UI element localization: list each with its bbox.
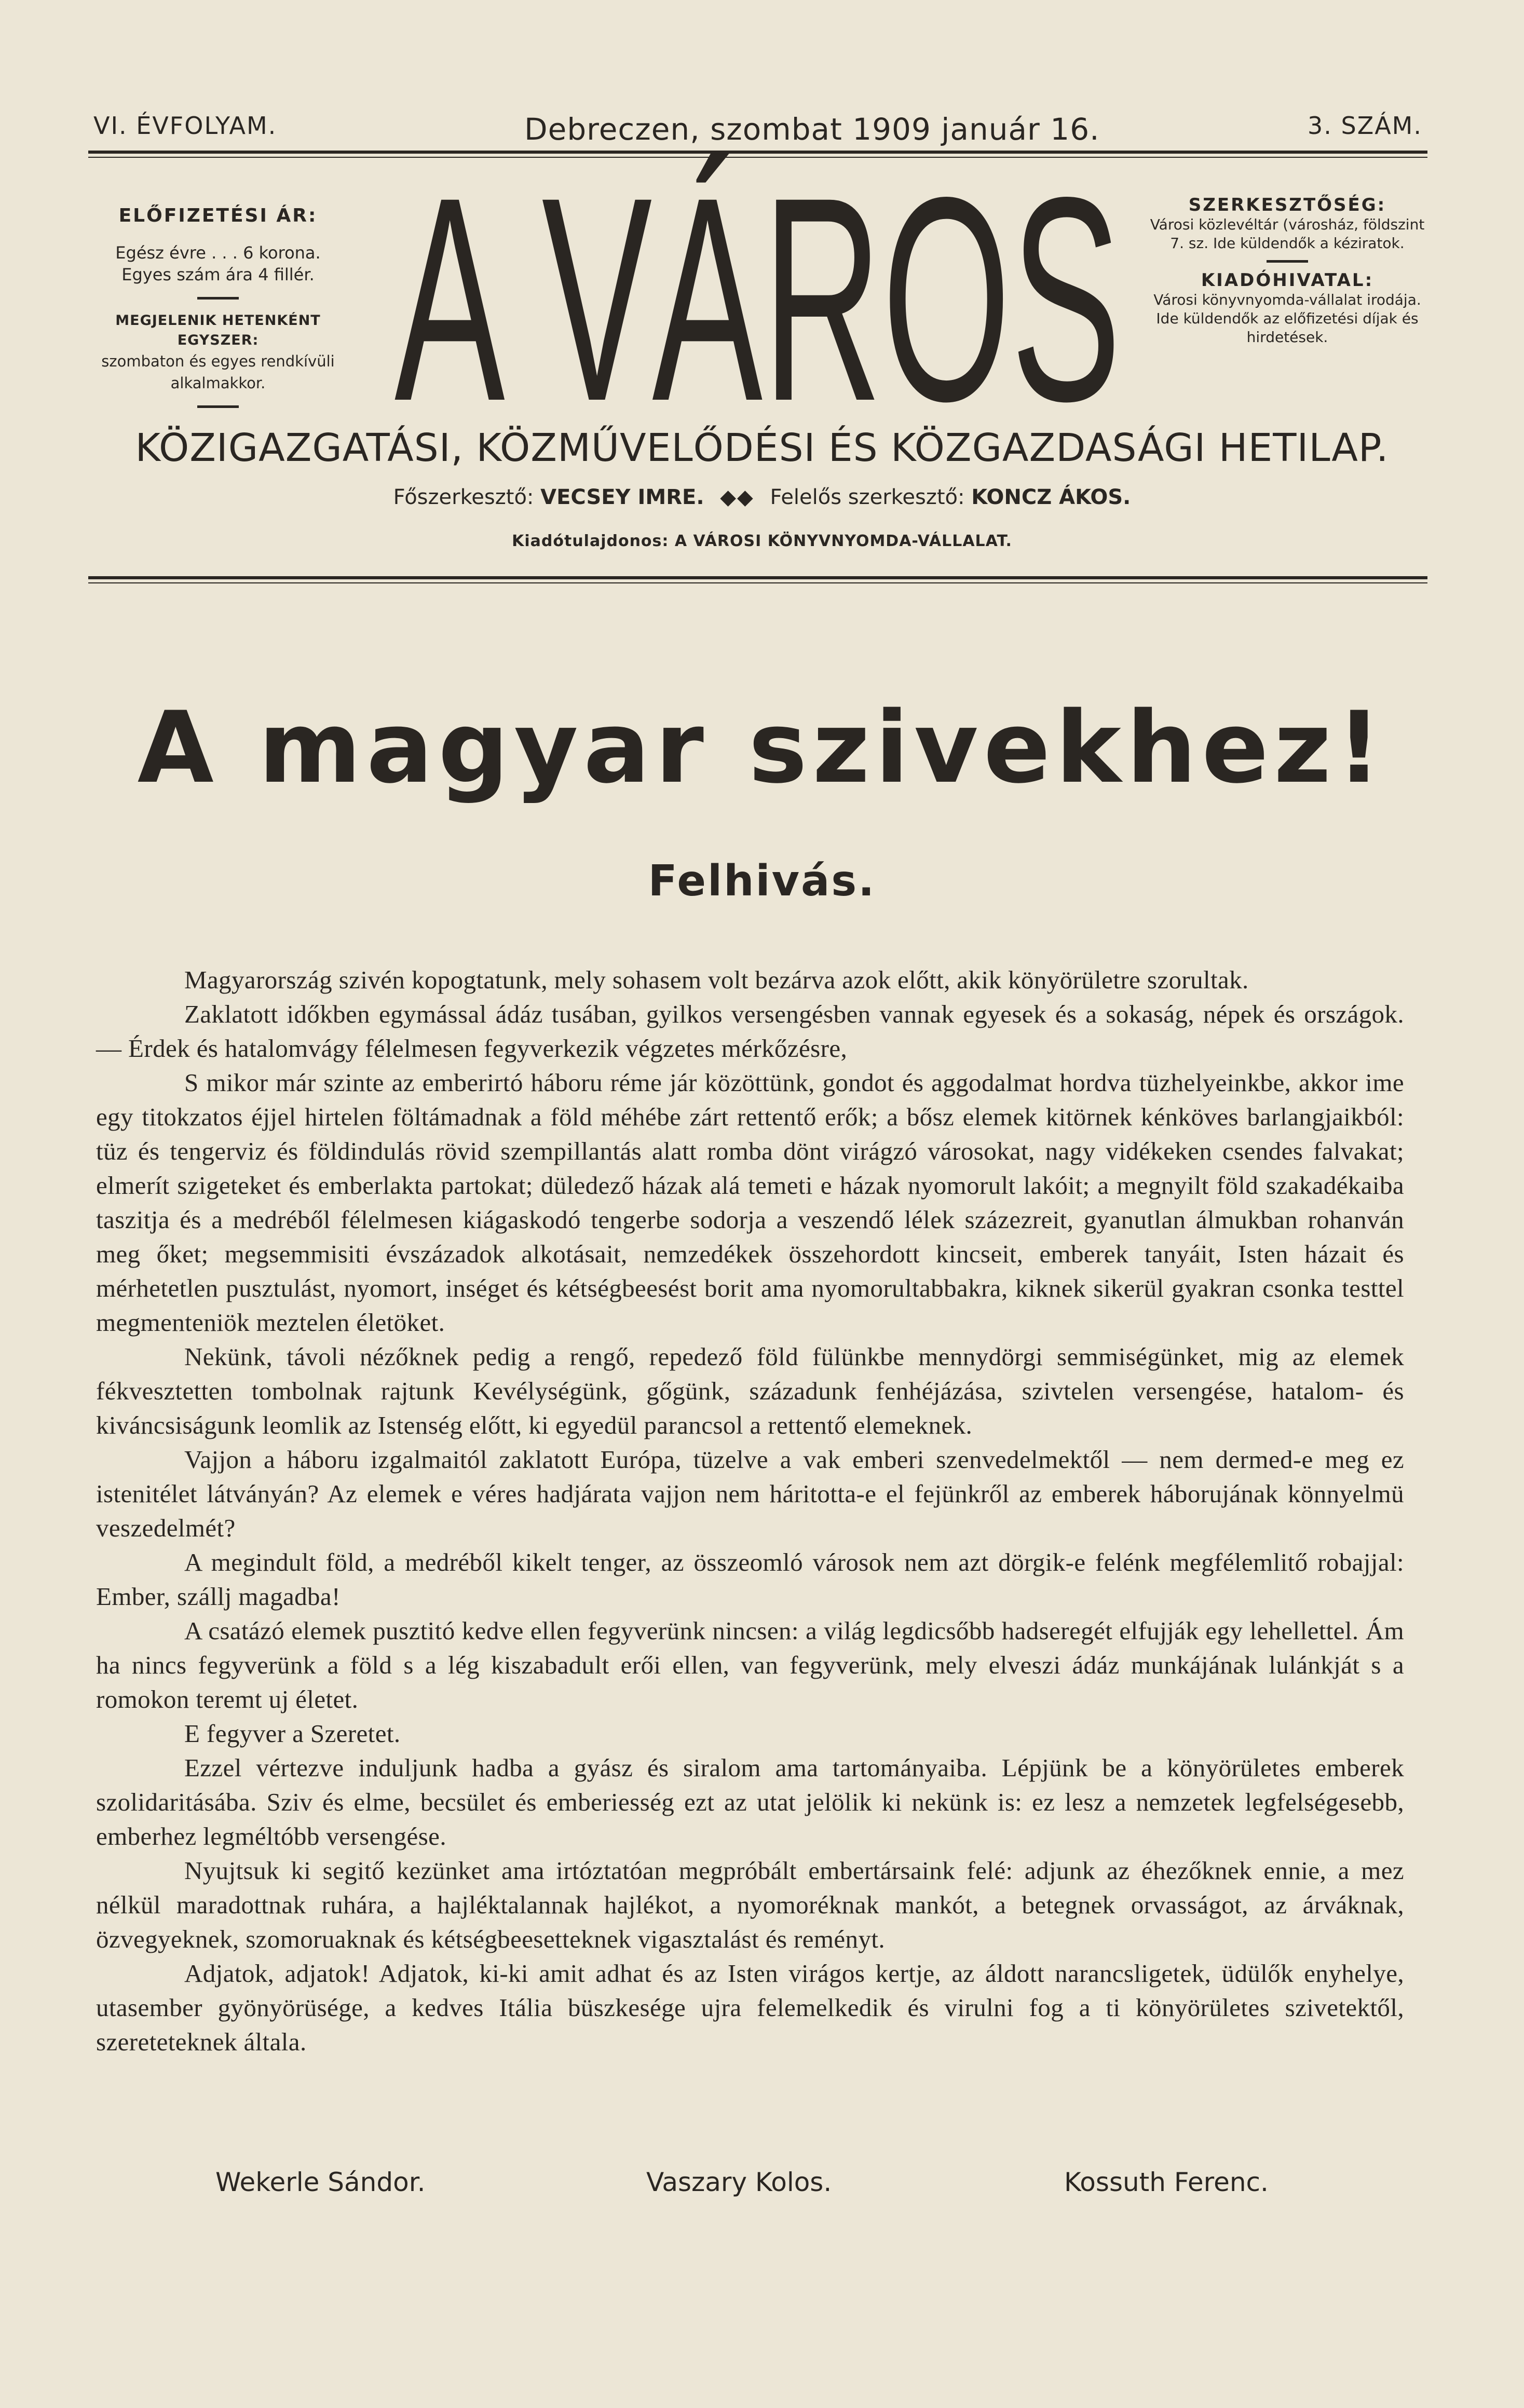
office-box <box>1142 195 1433 347</box>
paper-subtitle: KÖZIGAZGATÁSI, KÖZMŰVELŐDÉSI ÉS KÖZGAZDASÁGI HETILAP. <box>135 426 1389 470</box>
issue-header <box>93 112 1422 148</box>
subscription-box <box>78 205 358 419</box>
paragraph: S mikor már szinte az emberirtó háboru réme jár közöttünk, gondot és aggodalmat hordva tüzhelyeinkbe, akkor ime egy titokzatos éjjel hirtelen föltámadnak a föld méhébe zárt rettentő erők; a bősz elemek kitörnek kénköves barlangjaikból: tüz és tengerviz és földindulás rövid szempillantás alatt romba dönt virágzó városokat, nagy vidékeken csendes falvakat; elmerít szigeteket és emberlakta partokat; düledező házak alá temeti e házak nyomorult lakóit; a megnyilt föld szakadékaiba taszitja és a medréből félelmesen kiágaskodó tengerbe sodorja a veszendő lélek százezreit, gyanutlan álmukban rohanván meg őket; megsemmisiti évszázadok alkotásait, nemzedékek összehordott kincseit, emberek tanyáit, Isten házait és mérhetetlen pusztulást, nyomort, inséget és kétségbeesést borit ama nyomorultabbakra, kiknek sikerül gyakran csonka testtel megmenteniök meztelen életöket. <box>96 1068 1404 1337</box>
publisher-label: Kiadótulajdonos: <box>512 532 669 550</box>
dateline: Debreczen, szombat 1909 január 16. <box>524 112 1100 147</box>
article-headline: A magyar szivekhez! <box>137 690 1387 805</box>
paragraph: Magyarország szivén kopogtatunk, mely sohasem volt bezárva azok előtt, akik könyörületre szorultak. <box>184 965 1249 994</box>
issue-number: 3. SZÁM. <box>1307 112 1422 140</box>
divider <box>197 297 239 300</box>
appears-heading: MEGJELENIK HETENKÉNT EGYSZER: <box>115 312 321 348</box>
divider <box>1267 260 1308 263</box>
subscription-heading: ELŐFIZETÉSI ÁR: <box>118 205 318 226</box>
paragraph: Zaklatott időkben egymással ádáz tusában, gyilkos versengésben vannak egyesek és a sokaság, népek és országok. — Érdek és hatalomvágy félelmesen fegyverkezik végzetes mérkőzésre, <box>96 1000 1404 1063</box>
volume-label: VI. ÉVFOLYAM. <box>93 112 277 140</box>
signature: Kossuth Ferenc. <box>1064 2167 1269 2197</box>
signature: Vaszary Kolos. <box>646 2167 832 2197</box>
editorial-heading: SZERKESZTŐSÉG: <box>1188 195 1386 215</box>
paragraph: Nyujtsuk ki segitő kezünket ama irtóztatóan megpróbált embertársaink felé: adjunk az éhezőknek ennie, a mez nélkül maradottnak ruhára, a hajléktalannak hajlékot, a nyomoréknak mankót, a betegnek orvasságot, az árváknak, özvegyeknek, szomoruaknak és kétségbeesetteknek vigasztalást és reményt. <box>96 1856 1404 1953</box>
editors-line <box>52 485 1472 509</box>
paragraph: Vajjon a háboru izgalmaitól zaklatott Európa, tüzelve a vak emberi szenvedelmektől — nem dermed-e meg ez istenitélet látványán? Az elemek e véres hadjárata vajjon nem háritotta-e el fejünkről az emberek háborujának könnyelmü veszedelmét? <box>96 1445 1404 1542</box>
responsible-editor-name: KONCZ ÁKOS. <box>971 485 1131 509</box>
publisher-line <box>52 532 1472 550</box>
paragraph: A csatázó elemek pusztitó kedve ellen fegyverünk nincsen: a világ legdicsőbb hadseregét elfujják egy lehellettel. Ám ha nincs fegyverünk a föld s a lég kiszabadult erői ellen, van fegyverünk, mely elveszi ádáz munkájának lulánkját s a romokon teremt uj életet. <box>96 1616 1404 1713</box>
publishing-text: Városi könyvnyomda-vállalat irodája. Ide küldendők az előfizetési díjak és hirdetések. <box>1153 291 1421 346</box>
subscription-yearly: Egész évre . . . 6 korona. <box>115 243 321 263</box>
article-body <box>96 963 1404 2059</box>
chief-editor-name: VECSEY IMRE. <box>540 485 704 509</box>
publishing-heading: KIADÓHIVATAL: <box>1201 270 1374 291</box>
article-subheading: Felhivás. <box>648 856 876 906</box>
masthead-text: A VÁROS <box>394 151 1121 420</box>
diamond-separator: ◆◆ <box>720 485 754 509</box>
masthead-title <box>374 151 1142 420</box>
chief-editor-label: Főszerkesztő: <box>393 485 534 509</box>
publisher-name: A VÁROSI KÖNYVNYOMDA-VÁLLALAT. <box>674 532 1012 550</box>
paragraph: Nekünk, távoli nézőknek pedig a rengő, repedező föld fülünkbe mennydörgi semmiségünket, mig az elemek fékvesztetten tombolnak rajtunk Kevélységünk, gőgünk, századunk fenhéjázása, szivtelen versengése, hatalom- és kiváncsiságunk leomlik az Istenség előtt, ki egyedül parancsol a rettentő elemeknek. <box>96 1342 1404 1439</box>
paragraph: A megindult föld, a medréből kikelt tenger, az összeomló városok nem azt dörgik-e felénk megfélemlitő robajjal: Ember, szállj magadba! <box>96 1548 1404 1611</box>
masthead-rule-thin <box>88 582 1427 583</box>
signature: Wekerle Sándor. <box>215 2167 426 2197</box>
signatures <box>52 2167 1472 2209</box>
editorial-text: Városi közlevéltár (városház, földszint 7. sz. Ide küldendők a kéziratok. <box>1150 216 1425 252</box>
divider <box>197 405 239 408</box>
paragraph: Ezzel vértezve induljunk hadba a gyász és siralom ama tartományaiba. Lépjünk be a könyörületes emberek szolidaritásába. Sziv és elme, becsület és emberiesség ezt az utat jelölik ki nekünk is: ez lesz a nemzetek legfelségesebb, emberhez legméltóbb versengése. <box>96 1753 1404 1851</box>
paragraph: E fegyver a Szeretet. <box>184 1719 401 1748</box>
responsible-editor-label: Felelős szerkesztő: <box>770 485 965 509</box>
masthead-rule-top <box>88 576 1427 579</box>
appears-text: szombaton és egyes rendkívüli alkalmakkor. <box>101 352 335 392</box>
paragraph: Adjatok, adjatok! Adjatok, ki-ki amit adhat és az Isten virágos kertje, az áldott narancsligetek, üdülők enyhelye, utasember gyönyörüsége, a kedves Itália büszkesége ujra felemelkedik és virulni fog a ti könyörületes szivetektől, szereteteknek általa. <box>96 1959 1404 2056</box>
subscription-single: Egyes szám ára 4 fillér. <box>121 265 315 284</box>
